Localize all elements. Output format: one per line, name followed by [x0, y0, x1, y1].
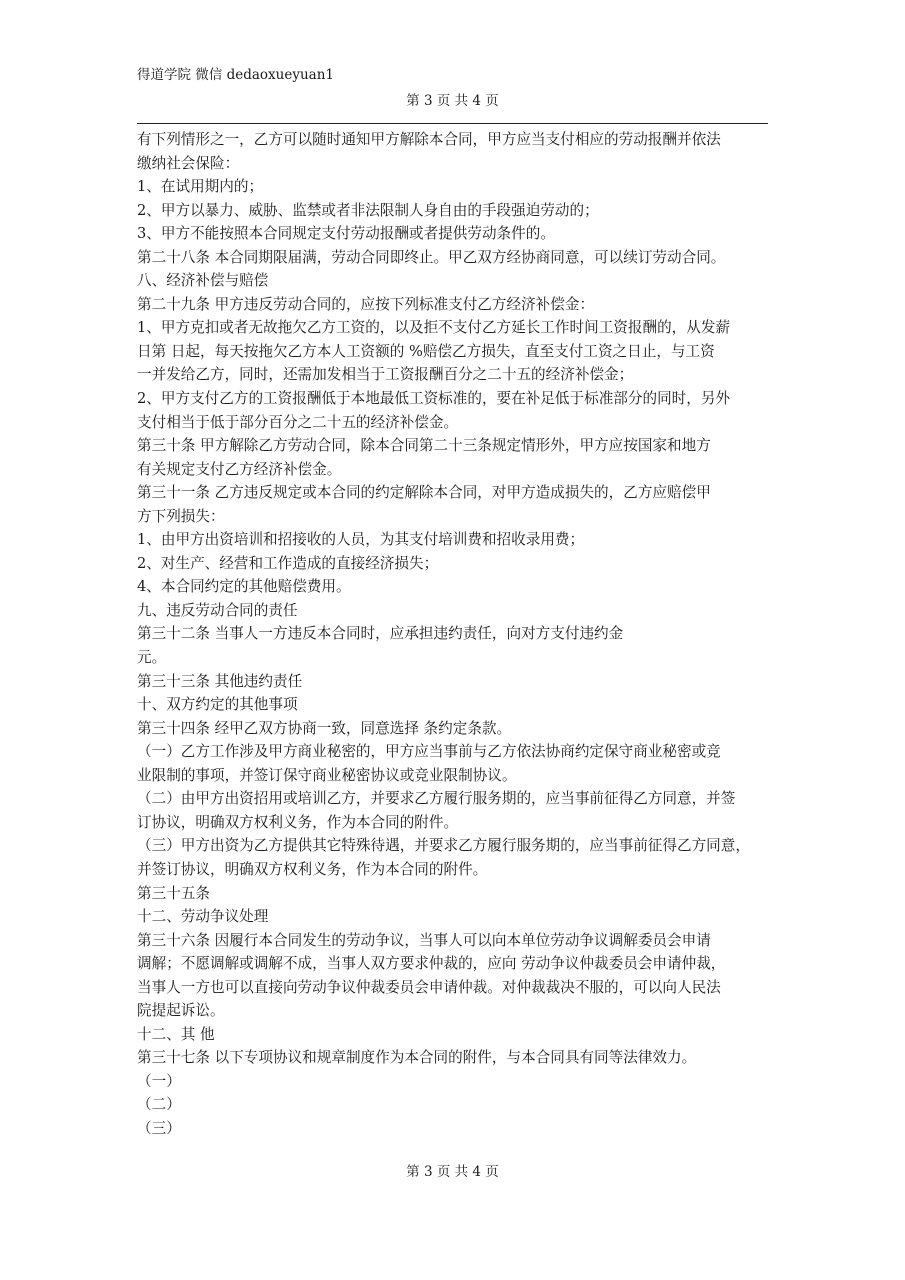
- header-watermark-text: 得道学院 微信 dedaoxueyuan1: [137, 67, 334, 83]
- text-line: （一）: [137, 1072, 181, 1090]
- text-line: 一并发给乙方，同时，还需加发相当于工资报酬百分之二十五的经济补偿金；: [137, 366, 634, 384]
- text-line: 十二、劳动争议处理: [137, 908, 269, 926]
- text-line: 1、由甲方出资培训和招接收的人员，为其支付培训费和招收录用费；: [137, 531, 585, 549]
- header-page-indicator: 第 3 页 共 4 页: [406, 93, 499, 109]
- text-line: 第三十一条 乙方违反规定或本合同的约定解除本合同，对甲方造成损失的，乙方应赔偿甲: [137, 484, 711, 502]
- text-line: 日第 日起，每天按拖欠乙方本人工资额的 %赔偿乙方损失，直至支付工资之日止，与工资: [137, 342, 715, 360]
- text-line: 第二十九条 甲方违反劳动合同的，应按下列标准支付乙方经济补偿金：: [137, 295, 595, 313]
- text-line: 1、甲方克扣或者无故拖欠乙方工资的，以及拒不支付乙方延长工作时间工资报酬的，从发薪: [137, 319, 731, 337]
- text-line: 九、违反劳动合同的责任: [137, 601, 298, 619]
- text-line: 支付相当于低于部分百分之二十五的经济补偿金。: [137, 413, 459, 431]
- text-line: 十二、其 他: [137, 1025, 215, 1043]
- text-line: 有关规定支付乙方经济补偿金。: [137, 460, 342, 478]
- text-line: 缴纳社会保险：: [137, 154, 240, 172]
- text-line: 订协议，明确双方权利义务，作为本合同的附件。: [137, 813, 459, 831]
- text-line: 业限制的事项，并签订保守商业秘密协议或竞业限制协议。: [137, 766, 517, 784]
- text-line: 第三十四条 经甲乙双方协商一致，同意选择 条约定条款。: [137, 719, 512, 737]
- text-line: 第三十六条 因履行本合同发生的劳动争议，当事人可以向本单位劳动争议调解委员会申请: [137, 931, 711, 949]
- text-line: 2、甲方以暴力、威胁、监禁或者非法限制人身自由的手段强迫劳动的；: [137, 201, 599, 219]
- text-line: 八、经济补偿与赔偿: [137, 272, 269, 290]
- text-line: 第三十七条 以下专项协议和规章制度作为本合同的附件，与本合同具有同等法律效力。: [137, 1049, 697, 1067]
- text-line: （一）乙方工作涉及甲方商业秘密的，甲方应当事前与乙方依法协商约定保守商业秘密或竞: [137, 743, 721, 761]
- text-line: 第三十五条: [137, 884, 210, 902]
- text-line: （二）: [137, 1096, 181, 1114]
- text-line: （二）由甲方出资招用或培训乙方，并要求乙方履行服务期的，应当事前征得乙方同意，并签: [137, 790, 736, 808]
- header-divider: [137, 123, 768, 124]
- text-line: 3、甲方不能按照本合同规定支付劳动报酬或者提供劳动条件的。: [137, 225, 555, 243]
- text-line: 第三十条 甲方解除乙方劳动合同，除本合同第二十三条规定情形外，甲方应按国家和地方: [137, 437, 711, 455]
- text-line: 调解；不愿调解或调解不成，当事人双方要求仲裁的，应向 劳动争议仲裁委员会申请仲裁，: [137, 955, 726, 973]
- text-line: 2、甲方支付乙方的工资报酬低于本地最低工资标准的，要在补足低于标准部分的同时，另外: [137, 390, 731, 408]
- text-line: （三）甲方出资为乙方提供其它特殊待遇，并要求乙方履行服务期的，应当事前征得乙方同意，: [137, 837, 750, 855]
- footer-page-indicator: 第 3 页 共 4 页: [406, 1164, 499, 1180]
- text-line: 有下列情形之一，乙方可以随时通知甲方解除本合同，甲方应当支付相应的劳动报酬并依法: [137, 131, 721, 148]
- text-line: 方下列损失：: [137, 507, 225, 525]
- text-line: 2、对生产、经营和工作造成的直接经济损失；: [137, 554, 439, 572]
- text-line: 第二十八条 本合同期限届满，劳动合同即终止。甲乙双方经协商同意，可以续订劳动合同。: [137, 248, 726, 266]
- document-body: [137, 128, 777, 1141]
- text-line: 当事人一方也可以直接向劳动争议仲裁委员会申请仲裁。对仲裁裁决不服的，可以向人民法: [137, 978, 721, 996]
- text-line: 元。: [137, 649, 167, 667]
- text-line: 十、双方约定的其他事项: [137, 696, 298, 714]
- text-line: 第三十二条 当事人一方违反本合同时，应承担违约责任，向对方支付违约金: [137, 625, 624, 643]
- text-line: 并签订协议，明确双方权利义务，作为本合同的附件。: [137, 860, 488, 878]
- text-line: （三）: [137, 1119, 181, 1137]
- text-line: 第三十三条 其他违约责任: [137, 672, 303, 690]
- text-line: 1、在试用期内的；: [137, 178, 264, 196]
- text-line: 院提起诉讼。: [137, 1002, 225, 1020]
- text-line: 4、本合同约定的其他赔偿费用。: [137, 578, 351, 596]
